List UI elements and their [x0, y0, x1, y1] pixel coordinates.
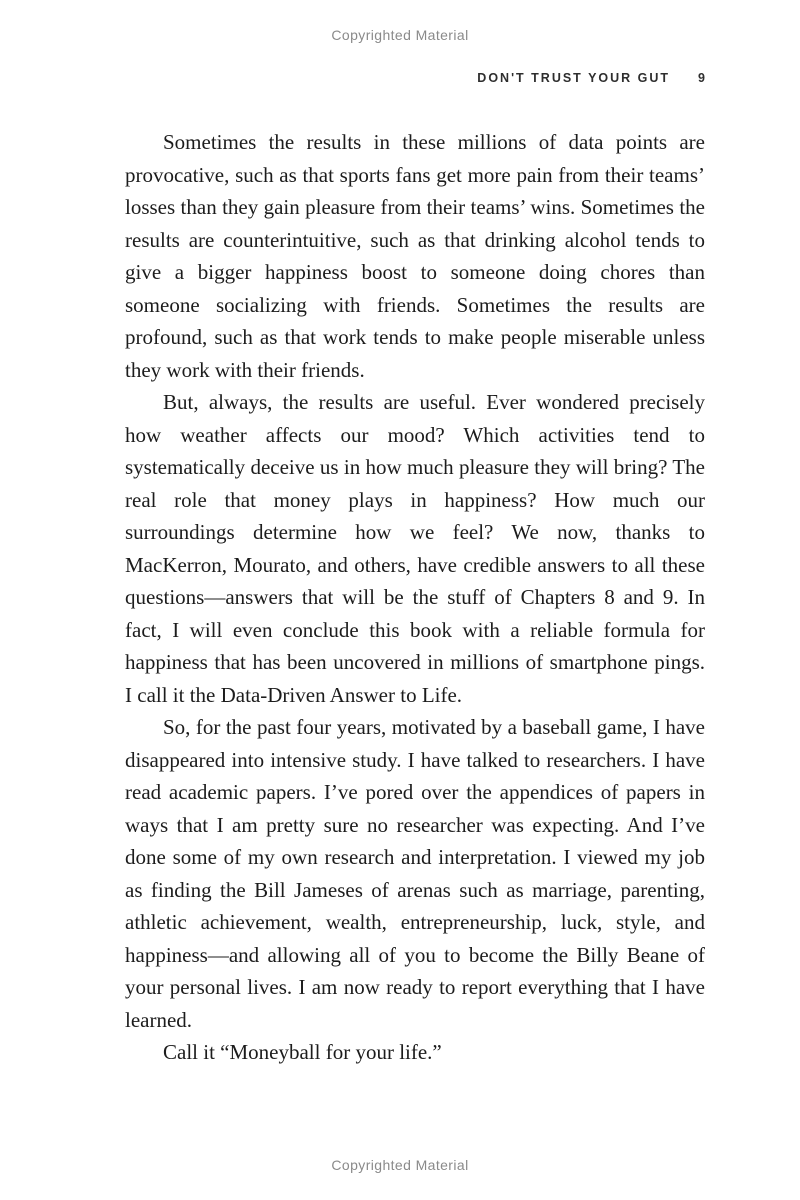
body-text [125, 126, 705, 1069]
running-header [125, 71, 705, 85]
paragraph-3: So, for the past four years, motivated by a baseball game, I have disappeared into intensive study. I have talked to researchers. I have read academic papers. I’ve pored over the appendices of papers in ways that I am pretty sure no researcher was expecting. And I’ve done some of my own research and interpretation. I viewed my job as finding the Bill Jameses of arenas such as marriage, parenting, athletic achievement, wealth, entrepreneurship, luck, style, and happiness—and allowing all of you to become the Billy Beane of your personal lives. I am now ready to report everything that I have learned. [125, 715, 705, 1032]
copyright-notice-bottom: Copyrighted Material [331, 1157, 469, 1173]
paragraph-4: Call it “Moneyball for your life.” [163, 1040, 442, 1064]
copyright-notice-top: Copyrighted Material [331, 27, 469, 43]
page-number: 9 [698, 71, 705, 85]
paragraph-1: Sometimes the results in these millions of data points are provocative, such as that sports fans get more pain from their teams’ losses than they gain pleasure from their teams’ wins. Sometimes the results are counterintuitive, such as that drinking alcohol tends to give a bigger happiness boost to someone doing chores than someone socializing with friends. Sometimes the results are profound, such as that work tends to make people miserable unless they work with their friends. [125, 130, 705, 382]
paragraph-2: But, always, the results are useful. Ever wondered precisely how weather affects our mood? Which activities tend to systematically deceive us in how much pleasure they will bring? The real role that money plays in happiness? How much our surroundings determine how we feel? We now, thanks to MacKerron, Mourato, and others, have credible answers to all these questions—answers that will be the stuff of Chapters 8 and 9. In fact, I will even conclude this book with a reliable formula for happiness that has been uncovered in millions of smartphone pings. I call it the Data-Driven Answer to Life. [125, 390, 705, 707]
running-title: DON'T TRUST YOUR GUT [477, 71, 671, 85]
